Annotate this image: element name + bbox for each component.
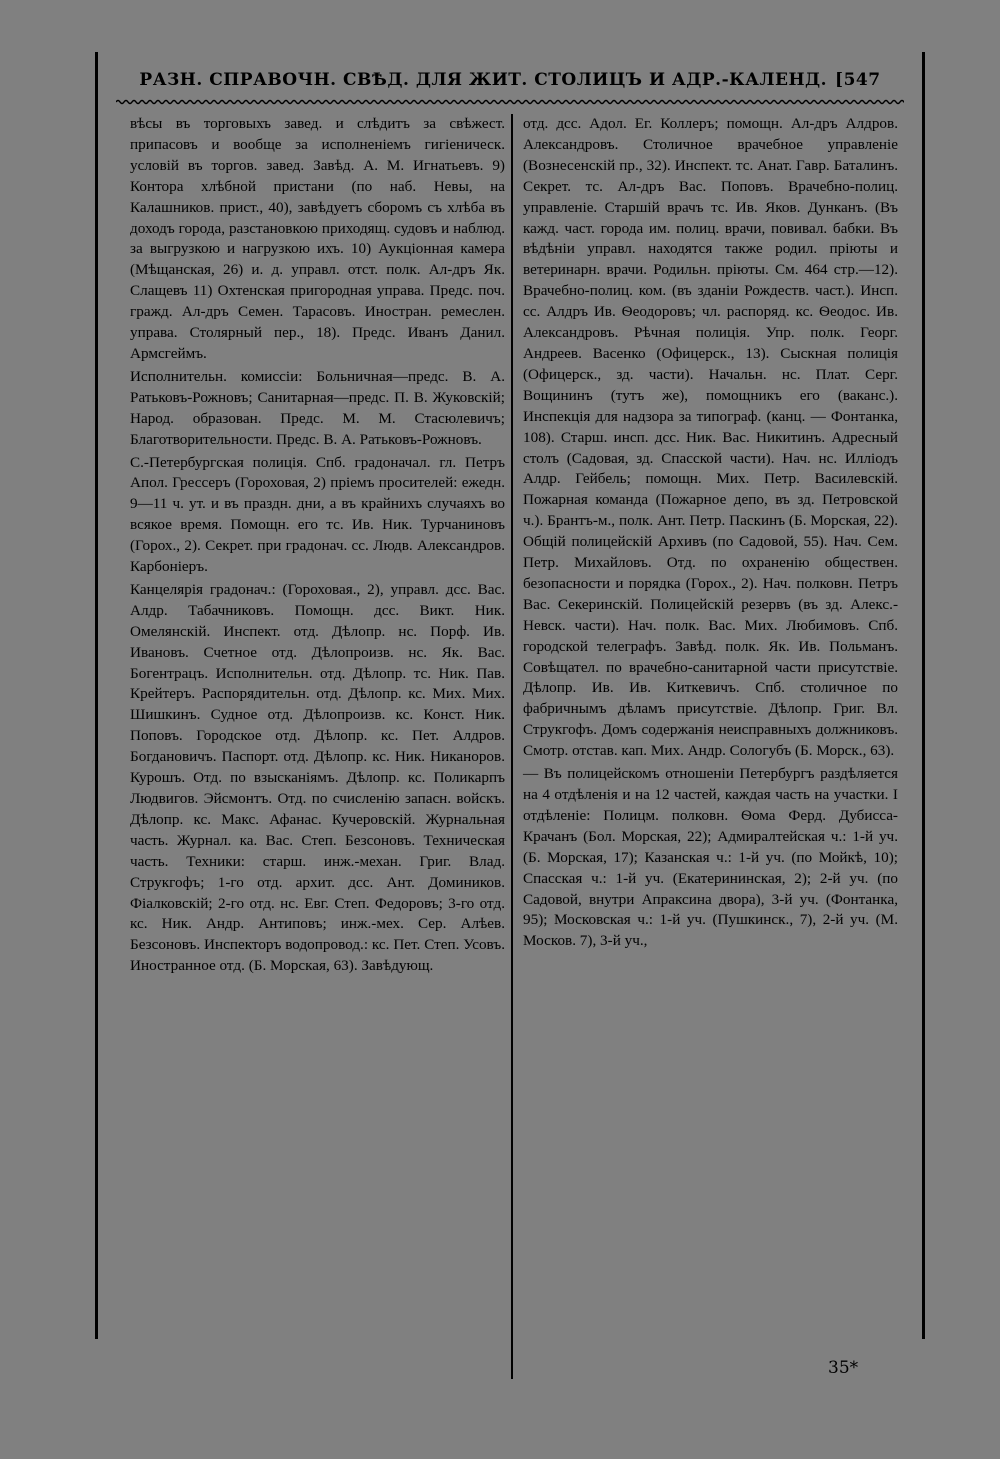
signature-mark: 35* bbox=[828, 1358, 859, 1378]
header-wavy-rule bbox=[116, 98, 904, 106]
header-title: РАЗН. СПРАВОЧН. СВѢД. ДЛЯ ЖИТ. СТОЛИЦЪ И АДР.-КАЛЕНД. bbox=[139, 70, 828, 90]
page-frame bbox=[95, 52, 925, 1339]
right-column bbox=[523, 114, 898, 952]
column-divider bbox=[511, 114, 513, 1379]
left-paragraph-1: вѣсы въ торговыхъ завед. и слѣдитъ за свѣжест. припасовъ и вообще за исполненіемъ гигіеническ. условій въ торгов. завед. Завѣд. А. М. Игнатьевъ. 9) Контора хлѣбной пристани (по наб. Невы, на Калашников. прист., 40), завѣдуетъ сборомъ съ хлѣба въ доходъ города, разстановкою приходящ. судовъ и наблюд. за выгрузкою и нагрузкою ихъ. 10) Аукціонная камера (Мѣщанская, 26) и. д. управл. отст. полк. Ал-дръ Як. Слащевъ 11) Охтенская пригородная управа. Предс. поч. гражд. Ал-дръ Семен. Тарасовъ. Иностран. ремеслен. управа. Столярный пер., 18). Предс. Иванъ Данил. Армсгеймъ. bbox=[130, 115, 505, 362]
left-paragraph-2: Исполнительн. комиссіи: Больничная—предс. В. А. Ратьковъ-Рожновъ; Санитарная—предс. П. В. Жуковскій; Народ. образован. Предс. М. М. Стасюлевичъ; Благотворительности. Предс. В. А. Ратьковъ-Рожновъ. bbox=[130, 367, 505, 448]
right-paragraph-1: отд. дсс. Адол. Ег. Коллеръ; помощн. Ал-дръ Алдров. Александровъ. Столичное врачебное управленіе (Вознесенскій пр., 32). Инспект. тс. Анат. Гавр. Баталинъ. Секрет. тс. Ал-дръ Вас. Поповъ. Врачебно-полиц. управленіе. Старшій врачъ тс. Ив. Яков. Дунканъ. (Въ кажд. част. города им. полиц. врачи, повивал. бабки. Въ вѣдѣніи управл. находятся также родил. пріюты и ветеринарн. врачи. Родильн. пріюты. См. 464 стр.—12). Врачебно-полиц. ком. (въ зданіи Рождеств. част.). Инсп. сс. Алдръ Ив. Ѳеодоровъ; чл. распоряд. кс. Ѳеодос. Ив. Александровъ. Рѣчная полиція. Упр. полк. Георг. Андреев. Васенко (Офицерск., 13). Сыскная полиція (Офицерск., зд. части). Начальн. нс. Плат. Серг. Вощининъ (тутъ же), помощникъ его (ваканс.). Инспекція для надзора за типограф. (канц. — Фонтанка, 108). Старш. инсп. дсс. Ник. Вас. Никитинъ. Адресный столъ (Садовая, зд. Спасской части). Нач. нс. Илліодъ Алдр. Гейбель; помощн. Мих. Петр. Василевскій. Пожарная команда (Пожарное депо, въ зд. Петровской ч.). Брантъ-м., полк. Ант. Петр. Паскинъ (Б. Морская, 22). Общій полицейскій Архивъ (по Садовой, 55). Нач. Сем. Петр. Михайловъ. Отд. по охраненію обществен. безопасности и порядка (Горох., 2). Нач. полковн. Петръ Вас. Секеринскій. Полицейскій резервъ (въ зд. Алекс.-Невск. части). Нач. полк. Вас. Мих. Любимовъ. Спб. городской телеграфъ. Завѣд. полк. Як. Ив. Польманъ. Совѣщател. по врачебно-санитарной части присутствіе. Дѣлопр. Ив. Ив. Киткевичъ. Спб. столичное по фабричнымъ дѣламъ присутствіе. Дѣлопр. Григ. Вл. Струкгофъ. Домъ содержанія неисправныхъ должниковъ. Смотр. отстав. кап. Мих. Андр. Сологубъ (Б. Морск., 63). bbox=[523, 115, 898, 760]
left-paragraph-4: Канцелярія градонач.: (Гороховая., 2), управл. дсс. Вас. Алдр. Табачниковъ. Помощн. дсс. Викт. Ник. Омелянскій. Инспект. отд. Дѣлопр. нс. Порф. Ив. Ивановъ. Счетное отд. Дѣлопроизв. нс. Як. Вас. Богентрацъ. Исполнительн. отд. Дѣлопр. тс. Ник. Пав. Крейтеръ. Распорядительн. отд. Дѣлопр. кс. Мих. Мих. Шишкинъ. Судное отд. Дѣлопроизв. кс. Конст. Ник. Поповъ. Городское отд. Дѣлопр. кс. Пет. Алдров. Богдановичъ. Паспорт. отд. Дѣлопр. кс. Ник. Никаноров. Курошъ. Отд. по взысканіямъ. Дѣлопр. кс. Поликарпъ Людвигов. Эйсмонтъ. Отд. по счисленію запасн. войскъ. Дѣлопр. кс. Макс. Афанас. Кучеровскій. Журнальная часть. Журнал. ка. Вас. Степ. Безсоновъ. Техническая часть. Техники: старш. инж.-механ. Григ. Влад. Струкгофъ; 1-го отд. архит. дсс. Ант. Домиников. Фіалковскій; 2-го отд. нс. Евг. Степ. Федоровъ; 3-го отд. кс. Ник. Андр. Антиповъ; инж.-мех. Сер. Алѣев. Безсоновъ. Инспекторъ водопровод.: кс. Пет. Степ. Усовъ. Иностранное отд. (Б. Морская, 63). Завѣдующ. bbox=[130, 580, 505, 975]
left-paragraph-3: С.-Петербургская полиція. Спб. градоначал. гл. Петръ Апол. Грессеръ (Гороховая, 2) пріемъ просителей: ежедн. 9—11 ч. ут. и въ праздн. дни, а въ крайнихъ случаяхъ во всякое время. Помощн. его тс. Ив. Ник. Турчаниновъ (Горох., 2). Секрет. при градонач. сс. Людв. Александров. Карбоніеръ. bbox=[130, 453, 505, 576]
right-paragraph-2: — Въ полицейскомъ отношеніи Петербургъ раздѣляется на 4 отдѣленія и на 12 частей, каждая часть на участки. I отдѣленіе: Полицм. полковн. Ѳома Ферд. Дубисса-Крачанъ (Бол. Морская, 22); Адмиралтейская ч.: 1-й уч. (Б. Морская, 17); Казанская ч.: 1-й уч. (по Мойкѣ, 10); Спасская ч.: 1-й уч. (Екатерининская, 2); 2-й уч. (по Садовой, внутри Апраксина двора), 3-й уч. (Фонтанка, 95); Московская ч.: 1-й уч. (Пушкинск., 7), 2-й уч. (М. Москов. 7), 3-й уч., bbox=[523, 765, 898, 950]
header-page-number: [547 bbox=[835, 70, 881, 90]
running-header bbox=[98, 70, 922, 90]
wavy-rule-graphic bbox=[116, 98, 904, 106]
left-column bbox=[130, 114, 505, 977]
